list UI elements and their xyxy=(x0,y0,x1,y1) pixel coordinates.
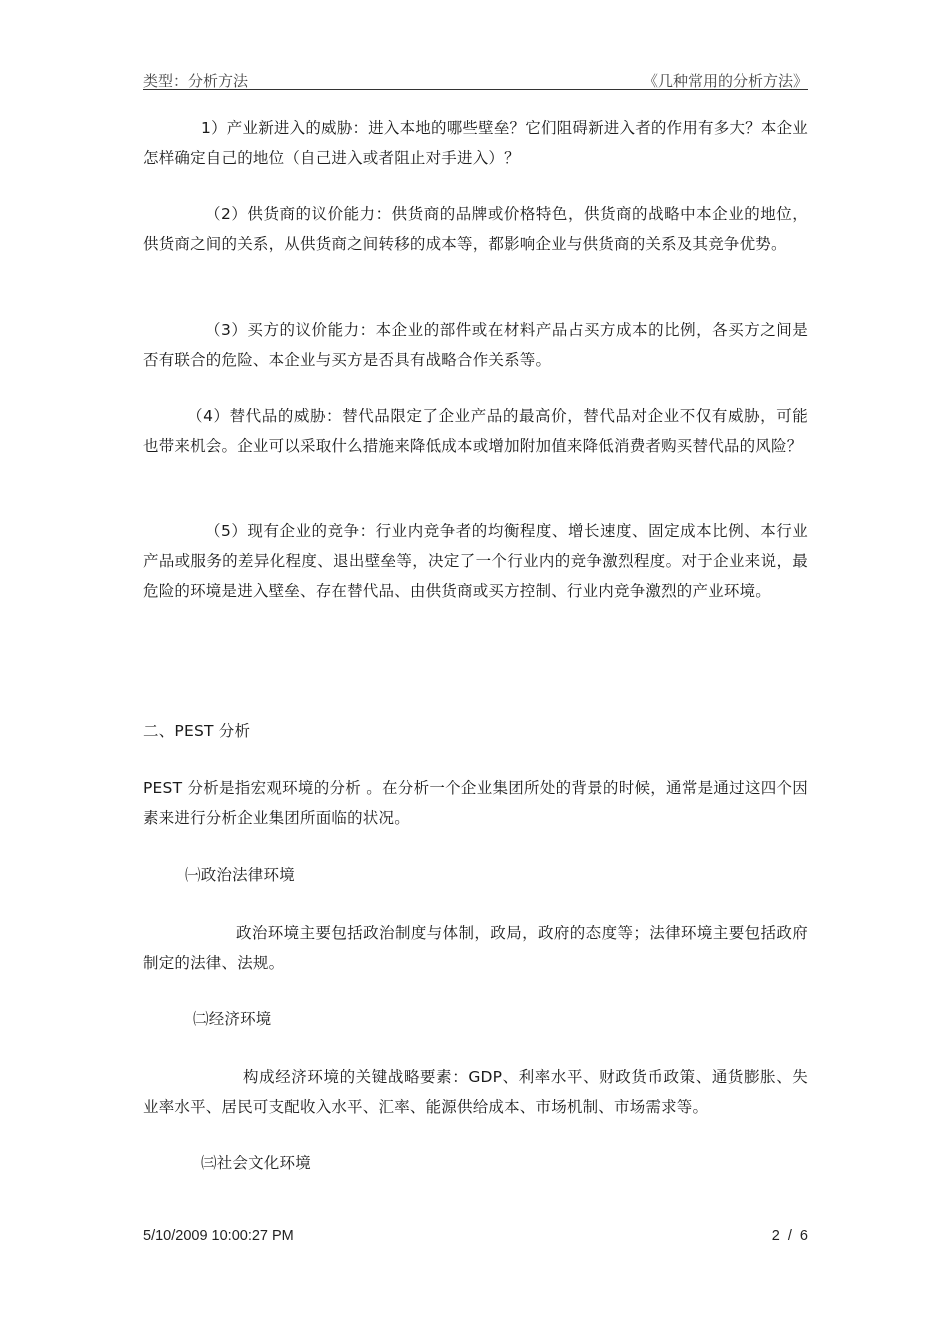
footer-page-number: 2 / 6 xyxy=(771,1228,808,1244)
paragraph-new-entrants: 1）产业新进入的威胁：进入本地的哪些壁垒？它们阻碍新进入者的作用有多大？本企业怎样确定自己的地位（自己进入或者阻止对手进入）？ xyxy=(143,119,808,167)
paragraph-pest-intro: PEST 分析是指宏观环境的分析 。在分析一个企业集团所处的背景的时候，通常是通过这四个因素来进行分析企业集团所面临的状况。 xyxy=(143,779,808,827)
header-document-title: 《几种常用的分析方法》 xyxy=(642,72,808,90)
header-category: 类型：分析方法 xyxy=(143,72,249,90)
paragraph-supplier-power: （2）供货商的议价能力：供货商的品牌或价格特色，供货商的战略中本企业的地位，供货商之间的关系，从供货商之间转移的成本等，都影响企业与供货商的关系及其竞争优势。 xyxy=(143,205,808,253)
heading-political-legal: ㈠政治法律环境 xyxy=(185,866,295,884)
paragraph-economic: 构成经济环境的关键战略要素：GDP、利率水平、财政货币政策、通货膨胀、失业率水平、居民可支配收入水平、汇率、能源供给成本、市场机制、市场需求等。 xyxy=(143,1068,808,1116)
heading-economic: ㈡经济环境 xyxy=(193,1010,272,1028)
footer-timestamp: 5/10/2009 10:00:27 PM xyxy=(143,1228,294,1244)
page-header xyxy=(143,70,808,90)
heading-social-cultural: ㈢社会文化环境 xyxy=(201,1154,311,1172)
paragraph-rivalry: （5）现有企业的竞争：行业内竞争者的均衡程度、增长速度、固定成本比例、本行业产品或服务的差异化程度、退出壁垒等，决定了一个行业内的竞争激烈程度。对于企业来说，最危险的环境是进入壁垒、存在替代品、由供货商或买方控制、行业内竞争激烈的产业环境。 xyxy=(143,522,808,600)
page-footer xyxy=(143,1228,808,1248)
header-divider xyxy=(143,89,808,90)
paragraph-buyer-power: （3）买方的议价能力：本企业的部件或在材料产品占买方成本的比例，各买方之间是否有联合的危险、本企业与买方是否具有战略合作关系等。 xyxy=(143,321,808,369)
section-title-pest: 二、PEST 分析 xyxy=(143,722,251,740)
paragraph-substitutes: （4）替代品的威胁：替代品限定了企业产品的最高价，替代品对企业不仅有威胁，可能也带来机会。企业可以采取什么措施来降低成本或增加附加值来降低消费者购买替代品的风险？ xyxy=(143,407,808,455)
paragraph-political-legal: 政治环境主要包括政治制度与体制，政局，政府的态度等；法律环境主要包括政府制定的法律、法规。 xyxy=(143,924,808,972)
